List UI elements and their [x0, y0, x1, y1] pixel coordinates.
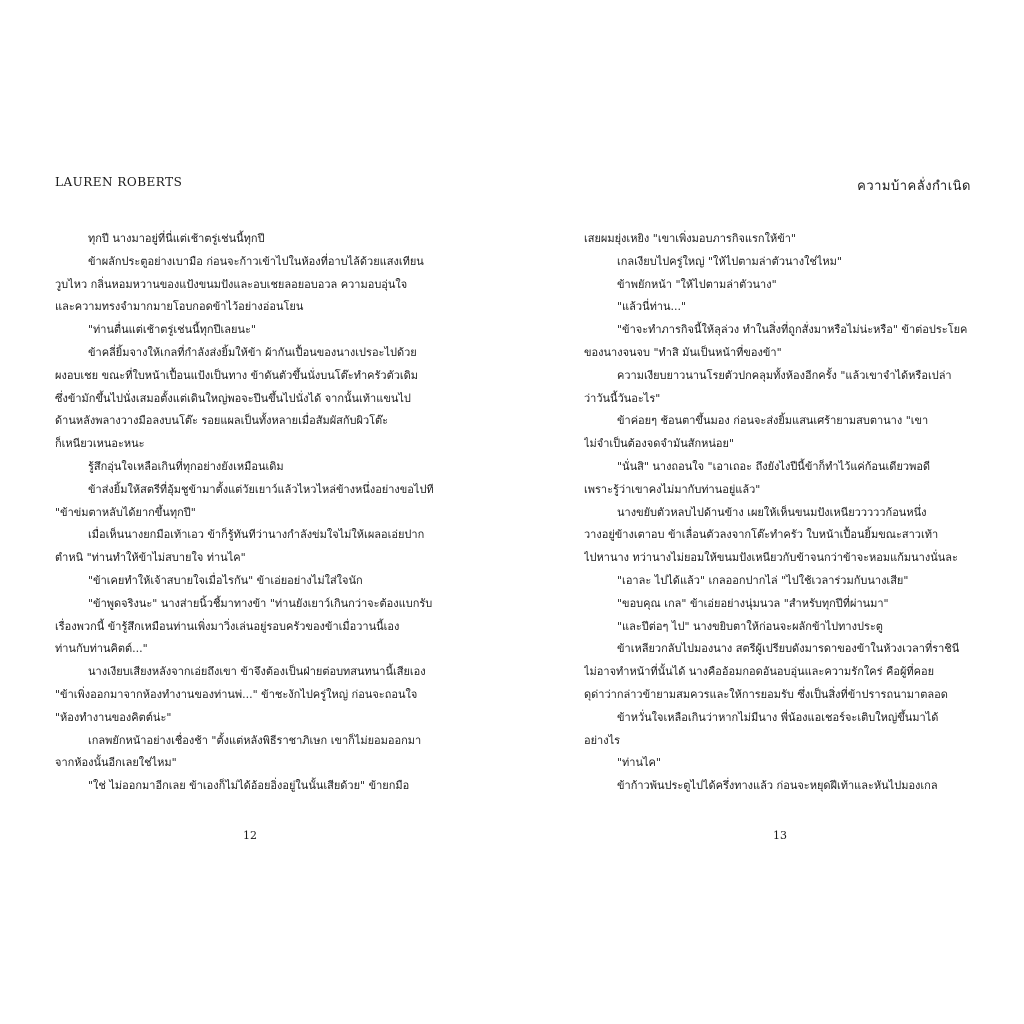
paragraph [584, 456, 972, 502]
text-line: เสยผมยุ่งเหยิง "เขาเพิ่งมอบภารกิจแรกให้ข้า" [584, 232, 796, 245]
paragraph [584, 228, 972, 251]
text-line: ไม่จำเป็นต้องจดจำมันสักหน่อย" [584, 437, 735, 451]
paragraph [55, 456, 441, 479]
text-line: ข้าก้าวพ้นประตูไปได้ครึ่งทางแล้ว ก่อนจะหยุดฝีเท้าและหันไปมองเกล [617, 779, 938, 793]
text-line: ผงอบเชย ขณะที่ใบหน้าเปื้อนแป้งเป็นทาง ข้าดันตัวขึ้นนั่งบนโต๊ะทำครัวตัวเดิม [55, 368, 419, 382]
text-line: ข้าเหลียวกลับไปมองนาง สตรีผู้เปรียบดังมารดาของข้าในห้วงเวลาที่ราชินี [617, 642, 960, 656]
text-line: วางอยู่ข้างเตาอบ ข้าเลื่อนตัวลงจากโต๊ะทำครัว ใบหน้าเปื้อนยิ้มขณะสาวเท้า [584, 528, 939, 542]
paragraph [584, 570, 972, 593]
text-line: ทุกปี นางมาอยู่ที่นี่แต่เช้าตรู่เช่นนี้ทุกปี [88, 232, 265, 245]
text-line: "เอาละ ไปได้แล้ว" เกลออกปากไล่ "ไปใช้เวลาร่วมกับนางเสีย" [617, 573, 909, 587]
paragraph [55, 319, 441, 342]
text-line: "ข้าข่มตาหลับได้ยากขึ้นทุกปี" [55, 505, 196, 519]
text-line: "แล้วนี่ท่าน..." [617, 300, 687, 314]
paragraph [584, 593, 972, 616]
paragraph [55, 342, 441, 456]
text-line: ข้าคลี่ยิ้มจางให้เกลที่กำลังส่งยิ้มให้ข้า ผ้ากันเปื้อนของนางเปรอะไปด้วย [88, 345, 417, 359]
text-line: ตำหนิ "ท่านทำให้ข้าไม่สบายใจ ท่านไค" [55, 551, 246, 565]
text-line: และความทรงจำมากมายโอบกอดข้าไว้อย่างอ่อนโยน [55, 300, 304, 314]
text-line: "และปีต่อๆ ไป" นางขยิบตาให้ก่อนจะผลักข้าไปทางประตู [617, 619, 883, 633]
text-line: "ข้าเพิ่งออกมาจากห้องทำงานของท่านพ่..." ข้าชะงักไปครู่ใหญ่ ก่อนจะถอนใจ [55, 687, 418, 701]
text-line: ไม่อาจทำหน้าที่นั้นได้ นางคืออ้อมกอดอันอบอุ่นและความรักใคร่ คือผู้ที่คอย [584, 665, 935, 679]
paragraph [584, 707, 972, 753]
text-line: อย่างไร [584, 733, 621, 747]
text-line: เพราะรู้ว่าเขาคงไม่มากับท่านอยู่แล้ว" [584, 482, 761, 496]
text-line: ดุด่าว่ากล่าวข้ายามสมควรและให้การยอมรับ ซึ่งเป็นสิ่งที่ข้าปรารถนามาตลอด [584, 687, 948, 701]
page-number: 13 [773, 829, 787, 842]
page-body-text [55, 228, 441, 798]
text-line: ข้าส่งยิ้มให้สตรีที่อุ้มชูข้ามาตั้งแต่วัยเยาว์แล้วไหวไหล่ข้างหนึ่งอย่างขอไปที [88, 482, 434, 496]
text-line: "นั่นสิ" นางถอนใจ "เอาเถอะ ถึงยังไงปีนี้ข้าก็ทำไว้แค่ก้อนเดียวพอดี [617, 459, 931, 473]
text-line: "ข้าเคยทำให้เจ้าสบายใจเมื่อไรกัน" ข้าเอ่ยอย่างไม่ใส่ใจนัก [88, 573, 363, 587]
paragraph [584, 296, 972, 319]
text-line: จากห้องนั้นอีกเลยใช่ไหม" [55, 756, 177, 770]
paragraph [584, 251, 972, 274]
text-line: นางเงียบเสียงหลังจากเอ่ยถึงเขา ข้าจึงต้องเป็นฝ่ายต่อบทสนทนานี้เสียเอง [88, 665, 426, 679]
paragraph [55, 524, 441, 570]
paragraph [584, 502, 972, 570]
text-line: ก็เหนียวเหนอะหนะ [55, 437, 145, 451]
paragraph [584, 638, 972, 706]
paragraph [55, 593, 441, 661]
paragraph [584, 319, 972, 365]
text-line: ข้าผลักประตูอย่างเบามือ ก่อนจะก้าวเข้าไปในห้องที่อาบไล้ด้วยแสงเทียน [88, 254, 424, 268]
page-number: 12 [243, 829, 257, 842]
text-line: ของนางจนจบ "ทำสิ มันเป็นหน้าที่ของข้า" [584, 345, 782, 359]
paragraph [584, 410, 972, 456]
text-line: ข้าหวั่นใจเหลือเกินว่าหากไม่มีนาง พี่น้องแอเชอร์จะเติบใหญ่ขึ้นมาได้ [617, 710, 939, 724]
paragraph [55, 228, 441, 251]
paragraph [55, 730, 441, 776]
text-line: ข้าพยักหน้า "ให้ไปตามล่าตัวนาง" [617, 277, 777, 291]
paragraph [55, 251, 441, 319]
page-body-text [584, 228, 972, 798]
paragraph [584, 775, 972, 798]
paragraph [584, 274, 972, 297]
text-line: เกลเงียบไปครู่ใหญ่ "ให้ไปตามล่าตัวนางใช่ไหม" [617, 254, 842, 268]
text-line: ไปหานาง ทว่านางไม่ยอมให้ขนมปังเหนียวกับข้าจนกว่าข้าจะหอมแก้มนางนั่นละ [584, 551, 958, 565]
paragraph [55, 479, 441, 525]
paragraph [584, 365, 972, 411]
running-header-author: LAUREN ROBERTS [55, 175, 183, 189]
text-line: "ข้าพูดจริงนะ" นางส่ายนิ้วชี้มาทางข้า "ท่านยังเยาว์เกินกว่าจะต้องแบกรับ [88, 596, 433, 610]
text-line: "ขอบคุณ เกล" ข้าเอ่ยอย่างนุ่มนวล "สำหรับทุกปีที่ผ่านมา" [617, 596, 889, 610]
right-page [512, 0, 1024, 1024]
text-line: ว่าวันนี้วันอะไร" [584, 391, 661, 405]
text-line: นางขยับตัวหลบไปด้านข้าง เผยให้เห็นขนมปังเหนียวววววก้อนหนึ่ง [617, 505, 927, 519]
paragraph [584, 752, 972, 775]
text-line: "ใช่ ไม่ออกมาอีกเลย ข้าเองก็ไม่ได้อ้อยอิ่งอยู่ในนั้นเสียด้วย" ข้ายกมือ [88, 779, 410, 793]
text-line: "ท่านไค" [617, 756, 661, 770]
text-line: "ข้าจะทำภารกิจนี้ให้ลุล่วง ทำในสิ่งที่ถูกสั่งมาหรือไม่น่ะหรือ" ข้าต่อประโยค [617, 323, 968, 337]
paragraph [55, 570, 441, 593]
text-line: ซึ่งข้ามักขึ้นไปนั่งเสมอตั้งแต่เดินใหญ่พอจะปีนขึ้นไปนั่งได้ จากนั้นเท้าแขนไป [55, 391, 411, 405]
text-line: เมื่อเห็นนางยกมือเท้าเอว ข้าก็รู้ทันทีว่านางกำลังข่มใจไม่ให้เผลอเอ่ยปาก [88, 528, 425, 542]
running-header-title: ความบ้าคลั่งกำเนิด [857, 179, 971, 194]
text-line: รู้สึกอุ่นใจเหลือเกินที่ทุกอย่างยังเหมือนเดิม [88, 459, 284, 473]
text-line: ความเงียบยาวนานโรยตัวปกคลุมทั้งห้องอีกครั้ง "แล้วเขาจำได้หรือเปล่า [617, 368, 952, 382]
text-line: เรื่องพวกนี้ ข้ารู้สึกเหมือนท่านเพิ่งมาวิ่งเล่นอยู่รอบครัวของข้าเมื่อวานนี้เอง [55, 619, 400, 633]
text-line: "ท่านตื่นแต่เช้าตรู่เช่นนี้ทุกปีเลยนะ" [88, 323, 256, 337]
text-line: ข้าค่อยๆ ช้อนตาขึ้นมอง ก่อนจะส่งยิ้มแสนเศร้ายามสบตานาง "เขา [617, 414, 929, 428]
paragraph [55, 775, 441, 798]
text-line: ด้านหลังพลางวางมือลงบนโต๊ะ รอยแผลเป็นทั้งหลายเมื่อสัมผัสกับผิวโต๊ะ [55, 414, 389, 428]
text-line: วูบไหว กลิ่นหอมหวานของแป้งขนมปังและอบเชยลอยอบอวล ความอบอุ่นใจ [55, 277, 408, 291]
text-line: เกลพยักหน้าอย่างเชื่องช้า "ตั้งแต่หลังพิธีราชาภิเษก เขาก็ไม่ยอมออกมา [88, 733, 422, 747]
text-line: "ห้องทำงานของคิตต์น่ะ" [55, 710, 172, 724]
paragraph [55, 661, 441, 729]
paragraph [584, 616, 972, 639]
text-line: ท่านกับท่านคิตต์..." [55, 642, 148, 656]
